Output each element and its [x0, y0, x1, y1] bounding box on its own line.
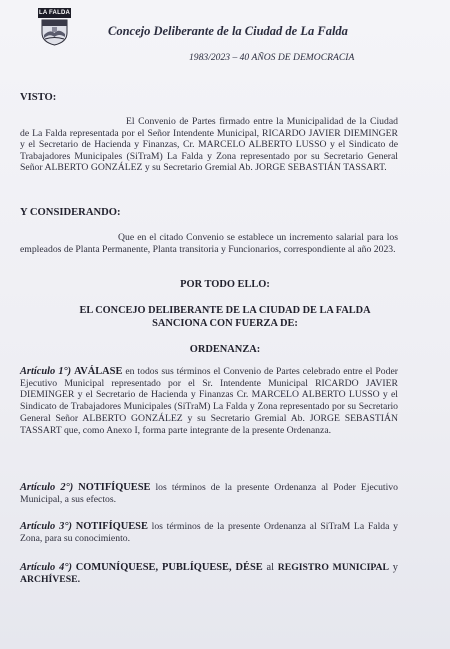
article-3 [20, 521, 398, 544]
article-3-text: los términos de la presente Ordenanza al SiTraM La Falda y Zona, para su conocimiento. [20, 521, 398, 544]
democracy-subtitle: 1983/2023 – 40 AÑOS DE DEMOCRACIA [189, 52, 355, 63]
article-3-verb: NOTIFÍQUESE [75, 521, 148, 532]
article-4-verb: COMUNÍQUESE, PUBLÍQUESE, DÉSE [75, 562, 263, 573]
article-4-mid: al [266, 562, 274, 573]
considerando-paragraph: Que en el citado Convenio se establece un incremento salarial para los empleados de Planta Permanente, Planta transitoria y Funcionarios, correspondiente al año 2023. [20, 232, 398, 255]
article-4-registro: REGISTRO MUNICIPAL [277, 562, 390, 573]
article-2-label: Artículo 2°) [20, 482, 74, 493]
council-title: Concejo Deliberante de la Ciudad de La Falda [108, 24, 348, 38]
municipal-logo [38, 8, 71, 46]
logo-text: LA FALDA [38, 10, 71, 16]
considerando-heading: Y CONSIDERANDO: [20, 207, 121, 218]
article-4 [20, 562, 398, 587]
article-2-verb: NOTIFÍQUESE [78, 482, 151, 493]
article-1-text: en todos sus términos el Convenio de Partes celebrado entre el Poder Ejecutivo Municipal representado por el Sr. Intendente Municipal RICARDO JAVIER DIEMINGER y el Secretario de Hacienda y Finanzas Cr. MARCELO ALBERTO LUSSO y el Sindicato de Trabajadores Municipales (SiTraM) La Falda y Zona representado por su Secretario General Señor ALBERTO GONZÁLEZ y su Secretario Gremial Ab. JORGE SEBASTIÁN TASSART que, como Anexo I, forma parte integrante de la presente Ordenanza. [20, 366, 399, 436]
article-4-label: Artículo 4°) [20, 562, 72, 573]
shield-icon [41, 19, 68, 46]
article-3-label: Artículo 3°) [20, 521, 72, 532]
article-2-text: los términos de la presente Ordenanza al Poder Ejecutivo Municipal, a sus efectos. [20, 482, 398, 505]
visto-paragraph: El Convenio de Partes firmado entre la Municipalidad de la Ciudad de La Falda representada por el Señor Intendente Municipal, RICARDO JAVIER DIEMINGER y el Secretario de Hacienda y Finanzas, Cr. MARCELO ALBERTO LUSSO y el Sindicato de Trabajadores Municipales (SiTraM) La Falda y Zona representado por su Secretario General Señor ALBERTO GONZÁLEZ y su Secretario Gremial Ab. JORGE SEBASTIÁN TASSART. [20, 116, 398, 174]
ordenanza-heading: ORDENANZA: [189, 344, 261, 355]
visto-heading: VISTO: [20, 92, 57, 103]
article-2 [20, 482, 398, 505]
por-todo-ello-heading: POR TODO ELLO: [180, 279, 270, 290]
article-4-mid2: y [392, 562, 398, 573]
article-1 [20, 366, 398, 436]
article-1-verb: AVÁLASE [74, 366, 123, 377]
article-4-archivese: ARCHÍVESE. [20, 574, 81, 586]
article-1-label: Artículo 1°) [20, 366, 72, 377]
sanciona-line-2: SANCIONA CON FUERZA DE: [152, 318, 298, 329]
sanciona-line-1: EL CONCEJO DELIBERANTE DE LA CIUDAD DE LA FALDA [79, 305, 371, 316]
